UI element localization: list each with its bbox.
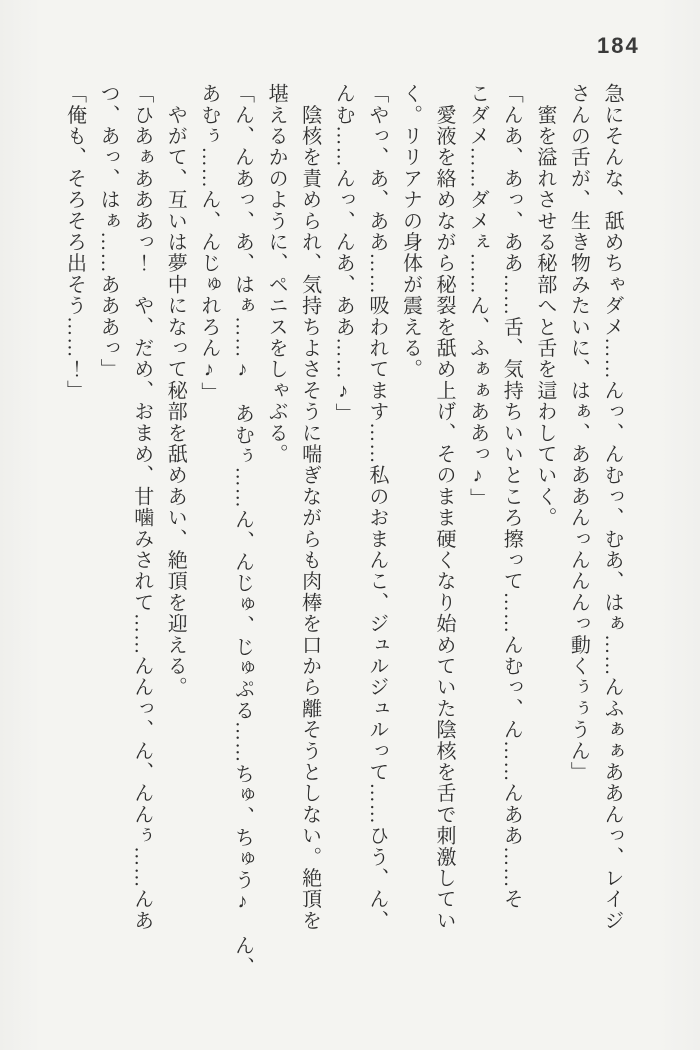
text-line: こダメ……ダメぇ……ん、ふぁぁああっ♪」 — [466, 83, 489, 509]
text-line: 愛液を絡めながら秘裂を舐め上げ、そのまま硬くなり始めていた陰核を舌で刺激してい — [433, 83, 456, 931]
text-line: あむぅ……ん、んじゅれろん♪」 — [197, 83, 220, 403]
text-line: 陰核を責められ、気持ちよさそうに喘ぎながらも肉棒を口から離そうとしない。絶頂を — [298, 83, 321, 932]
text-line: やがて、互いは夢中になって秘部を舐めあい、絶頂を迎える。 — [164, 83, 187, 698]
text-line: 「俺も、そろそろ出そう……！」 — [63, 83, 86, 401]
text-line: 堪えるかのように、ペニスをしゃぶる。 — [265, 83, 288, 465]
text-line: 「ひあぁあああっ！ や、だめ、おまめ、甘噛みされて……んんっ、ん、んんぅ……んあ — [130, 83, 153, 931]
text-line: さんの舌が、生き物みたいに、はぁ、あああんっんんんっ動くぅぅうん」 — [567, 83, 590, 783]
text-line: つ、あっ、はぁ……あああっ」 — [97, 83, 120, 380]
page-number: 184 — [597, 33, 640, 58]
text-line: 急にそんな、舐めちゃダメ……んっ、んむっ、むあ、はぁ……んふぁぁああんっ、レイジ — [601, 83, 623, 931]
text-line: く。リリアナの身体が震える。 — [399, 83, 422, 380]
text-line: 「ん、んあっ、あ、はぁ……♪ あむぅ……ん、んじゅ、じゅぷる……ちゅ、ちゅう♪ ん、 — [231, 83, 254, 978]
text-line: んむ……んっ、んあ、ああ……♪」 — [332, 83, 355, 425]
vertical-text-block — [57, 83, 628, 983]
text-line: 「やっ、あ、ああ……吸われてます……私のおまんこ、ジュルジュルって……ひう、ん、 — [365, 83, 388, 931]
text-line: 蜜を溢れさせる秘部へと舌を這わしていく。 — [533, 83, 556, 529]
text-line: 「んあ、あっ、ああ……舌、気持ちいいところ擦って……んむっ、ん……んああ……そ — [500, 83, 523, 910]
